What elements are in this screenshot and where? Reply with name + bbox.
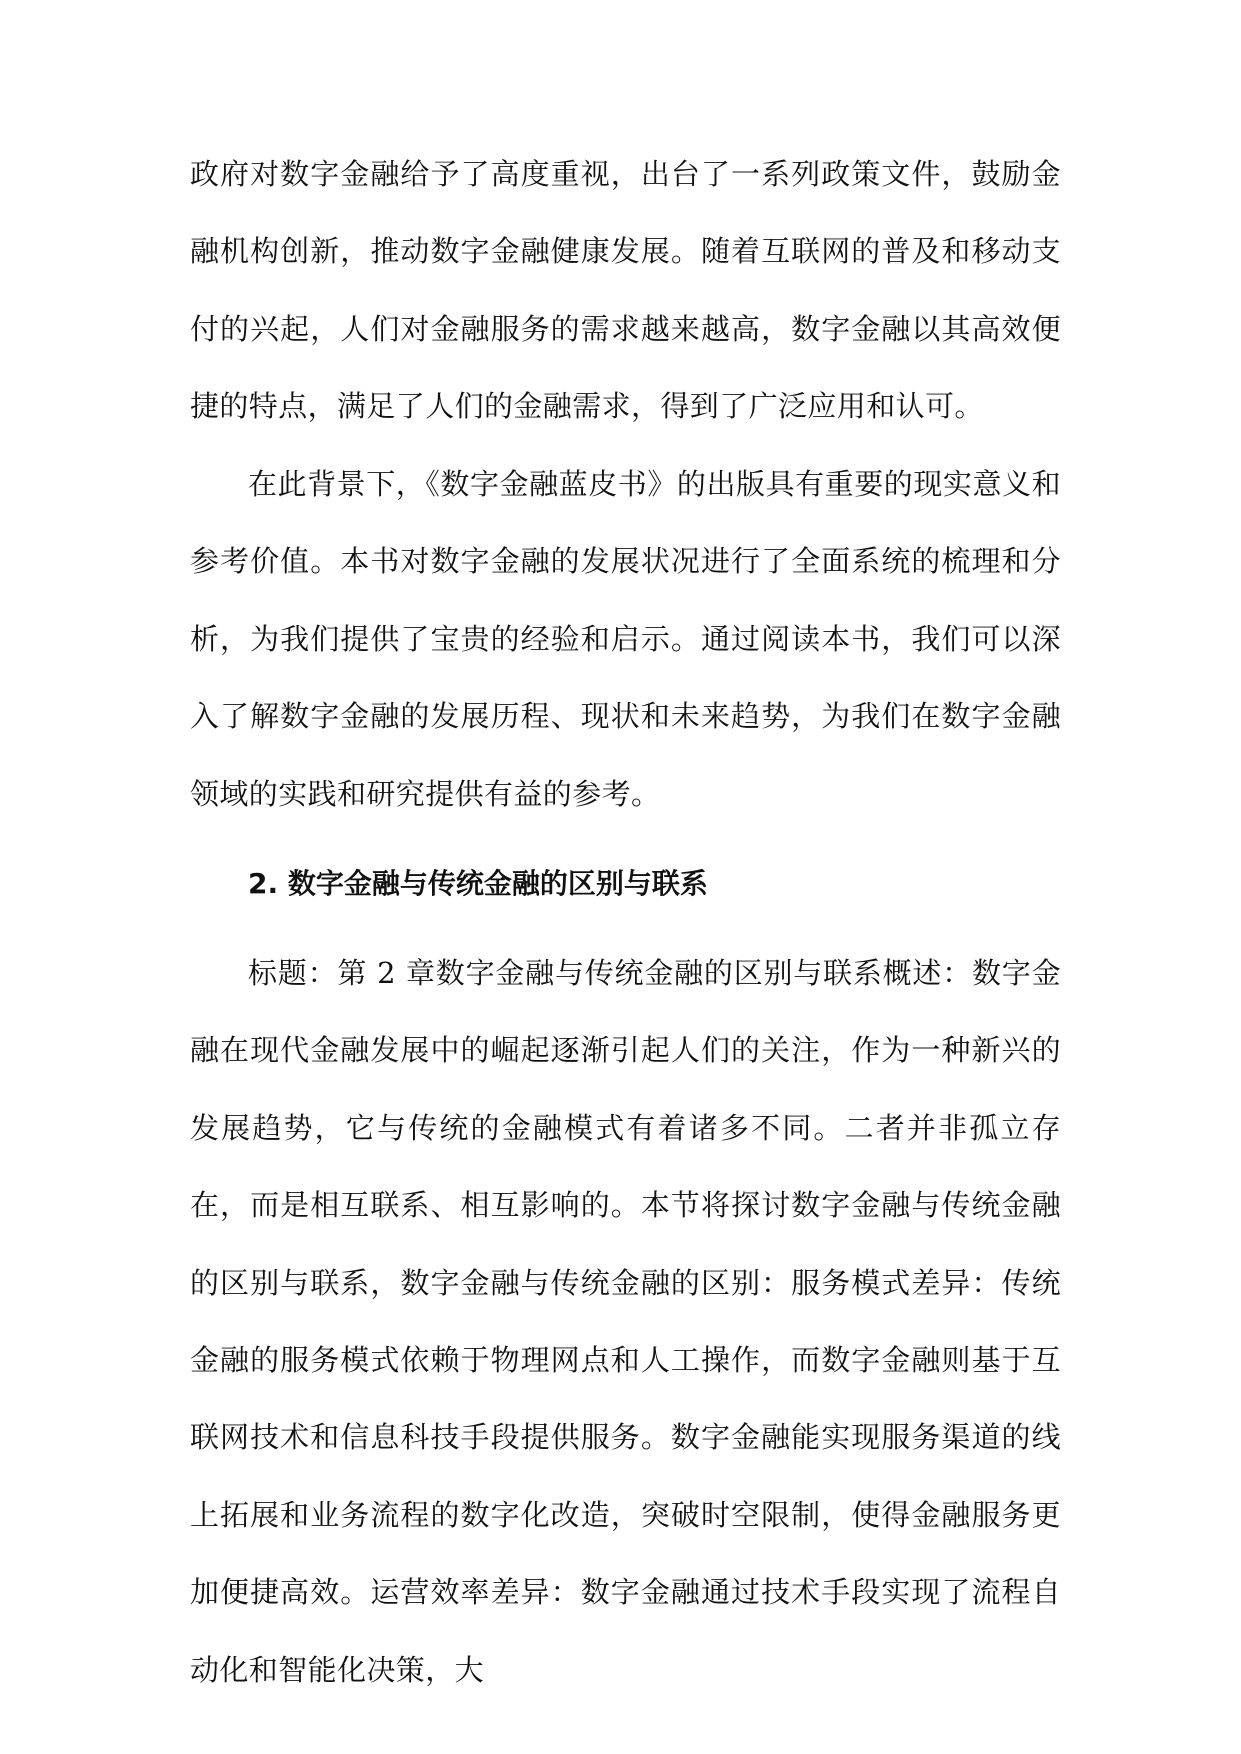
body-paragraph-1: 政府对数字金融给予了高度重视，出台了一系列政策文件，鼓励金融机构创新，推动数字金融健康发展。随着互联网的普及和移动支付的兴起，人们对金融服务的需求越来越高，数字金融以其高效便捷的特点，满足了人们的金融需求，得到了广泛应用和认可。 (190, 157, 1061, 424)
section-heading: 2. 数字金融与传统金融的区别与联系 (248, 867, 708, 900)
body-paragraph-2: 在此背景下，《数字金融蓝皮书》的出版具有重要的现实意义和参考价值。本书对数字金融的发展状况进行了全面系统的梳理和分析，为我们提供了宝贵的经验和启示。通过阅读本书，我们可以深入了解数字金融的发展历程、现状和未来趋势，为我们在数字金融领域的实践和研究提供有益的参考。 (190, 467, 1061, 811)
body-paragraph-3: 标题：第 2 章数字金融与传统金融的区别与联系概述：数字金融在现代金融发展中的崛起逐渐引起人们的关注，作为一种新兴的发展趋势，它与传统的金融模式有着诸多不同。二者并非孤立存在，而是相互联系、相互影响的。本节将探讨数字金融与传统金融的区别与联系，数字金融与传统金融的区别：服务模式差异：传统金融的服务模式依赖于物理网点和人工操作，而数字金融则基于互联网技术和信息科技手段提供服务。数字金融能实现服务渠道的线上拓展和业务流程的数字化改造，突破时空限制，使得金融服务更加便捷高效。运营效率差异：数字金融通过技术手段实现了流程自动化和智能化决策，大 (190, 956, 1061, 1687)
